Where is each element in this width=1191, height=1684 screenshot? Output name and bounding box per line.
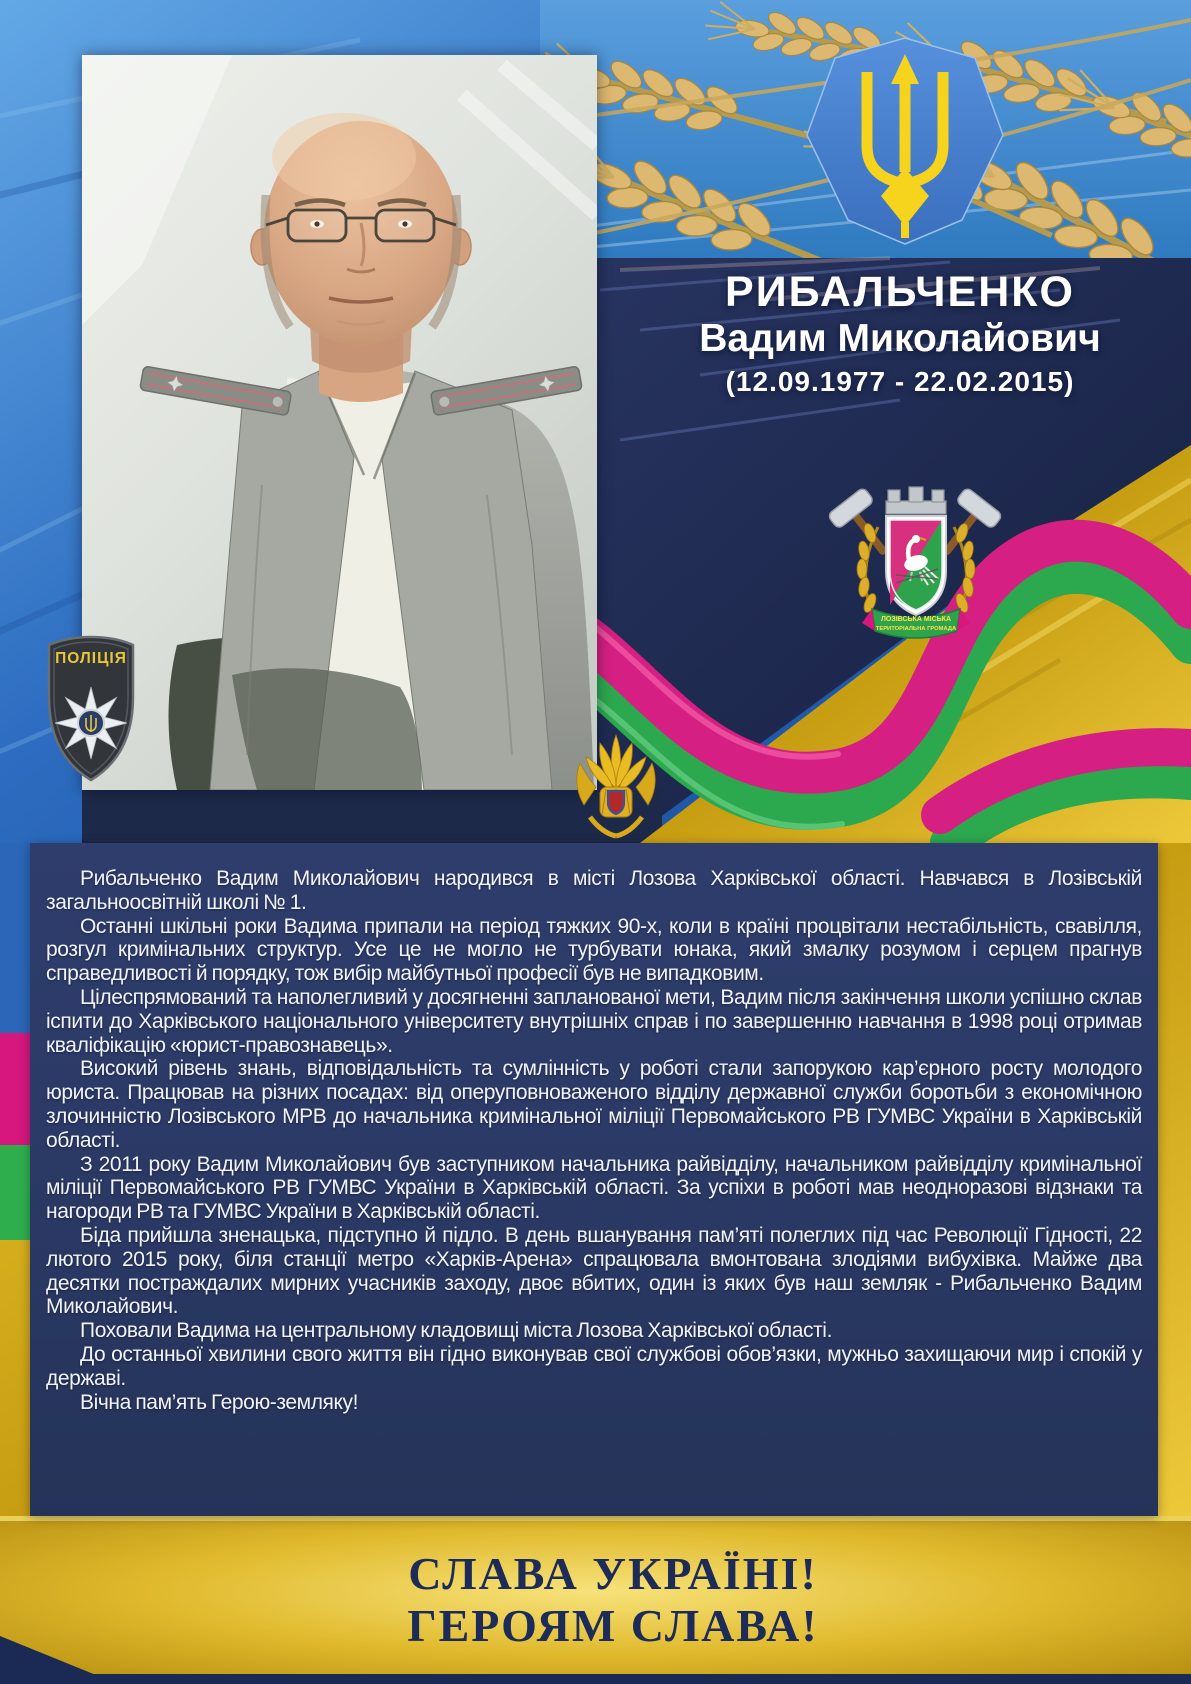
bio-paragraph: Вічна пам’ять Герою-земляку! [80,1390,359,1414]
lozova-coat-of-arms-icon [827,487,1003,638]
ukraine-trident-shield-icon [807,38,1003,244]
bio-paragraph: Поховали Вадима на центральному кладовищі міста Лозова Харківської області. [80,1319,833,1343]
slogan-line-2: ГЕРОЯМ СЛАВА! [407,1600,819,1651]
police-badge-icon [49,637,133,780]
life-dates: (12.09.1977 - 22.02.2015) [725,366,1075,397]
mural-crown-icon [886,487,946,514]
slogan-line-1: СЛАВА УКРАЇНІ! [408,1548,818,1599]
svg-text:ТЕРИТОРІАЛЬНА ГРОМАДА: ТЕРИТОРІАЛЬНА ГРОМАДА [875,626,957,632]
bio-paragraph: Цілеспрямований та наполегливий у досягненні запланованої мети, Вадим після закінчення школи успішно склав іспити до Харківського національного університету внутрішніх справ і по завершенню навчання в 1998 році отримав кваліфікацію «юрист-правознавець». [46,985,1142,1057]
bio-paragraph: Біда прийшла зненацька, підступно й підло. В день вшанування пам’яті полеглих під час Революції Гідності, 22 лютого 2015 року, біля станції метро «Харків-Арена» спрацювала вмонтована злодіями вибухівка. Майже два десятки постраждалих мирних учасників заходу, двоє вбитих, один із яких був наш земляк - Рибальченко Вадим Миколайович. [46,1223,1142,1319]
bio-paragraph: Останні шкільні роки Вадима припали на період тяжких 90-х, коли в країні процвітали нестабільність, свавілля, розгул кримінальних структур. Усе це не могло не турбувати юнака, який змалку розумом і серцем прагнув справедливості й порядку, тож вибір майбутньої професії був не випадковим. [46,914,1142,986]
bio-paragraph: Високий рівень знань, відповідальність та сумлінність у роботі стали запорукою кар’єрного росту молодого юриста. Працював на різних посадах: від оперуповноваженого відділу державної служби боротьби з економічною злочинністю Лозівського МРВ до начальника кримінальної міліції Первомайського РВ ГУМВС України в Харківській області. [46,1057,1142,1152]
given-names: Вадим Миколайович [699,317,1101,360]
slogan-block [333,1548,893,1652]
bio-paragraph: Рибальченко Вадим Миколайович народився в місті Лозова Харківської області. Навчався в Лозівській загальноосвітній школі № 1. [46,867,1142,914]
bio-paragraph: До останньої хвилини свого життя він гідно виконував свої службові обов’язки, мужньо захищаючи мир і спокій у державі. [46,1342,1142,1390]
title-block [630,268,1170,402]
national-guard-emblem-icon [577,735,655,836]
surname: РИБАЛЬЧЕНКО [725,268,1075,316]
svg-text:ЛОЗІВСЬКА МІСЬКА: ЛОЗІВСЬКА МІСЬКА [880,616,952,623]
biography-panel [30,843,1158,1516]
bio-paragraph: З 2011 року Вадим Миколайович був заступником начальника райвідділу, начальником райвідділу кримінальної міліції Первомайського РВ ГУМВС України в Харківській області. За успіхи в роботі мав неодноразові відзнаки та нагороди РВ та ГУМВС України в Харківській області. [46,1152,1142,1224]
svg-text:ПОЛІЦІЯ: ПОЛІЦІЯ [55,650,127,667]
